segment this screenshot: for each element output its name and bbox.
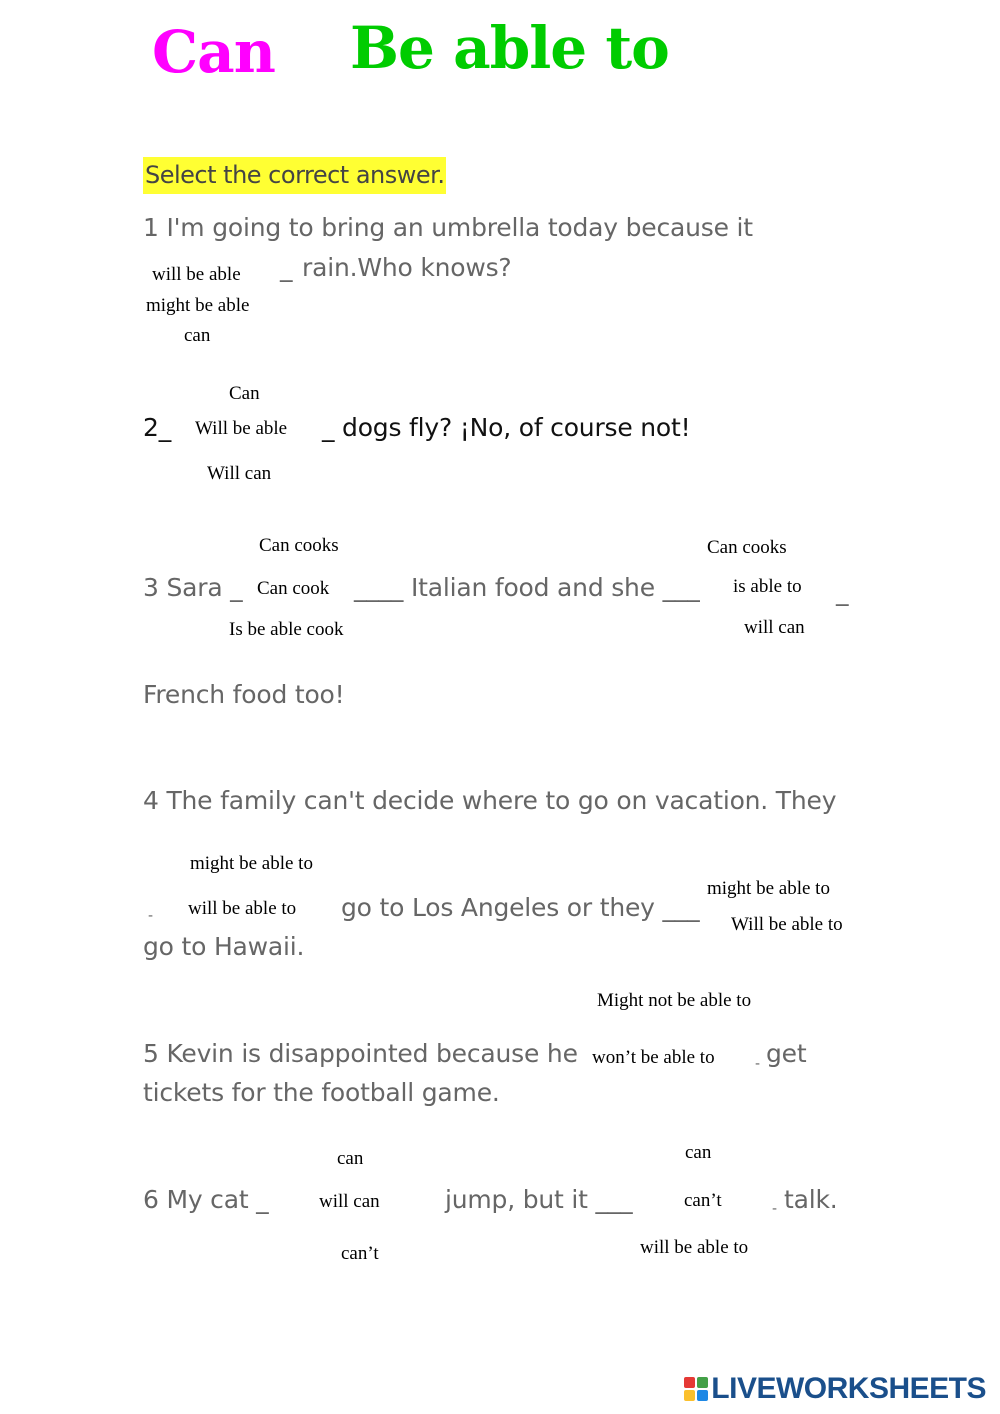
q4-line2: go to Hawaii. — [143, 932, 305, 961]
q1-line1: 1 I'm going to bring an umbrella today because it — [143, 213, 753, 242]
q5-line2: tickets for the football game. — [143, 1078, 500, 1107]
q6-middle: jump, but it ___ — [445, 1185, 633, 1214]
q4-option-b-will-be-able-to[interactable]: Will be able to — [731, 914, 843, 935]
q3-option-a-can-cooks[interactable]: Can cooks — [259, 535, 339, 556]
q5-option-wont-be-able-to[interactable]: won’t be able to — [592, 1047, 715, 1068]
q1-blank: _ — [280, 253, 293, 282]
q2-option-will-be-able[interactable]: Will be able — [195, 418, 288, 439]
q6-option-a-can[interactable]: can — [337, 1148, 364, 1169]
title-be-able-to: Be able to — [350, 14, 669, 82]
liveworksheets-logo-icon — [684, 1377, 708, 1401]
q4-lead: - — [148, 908, 154, 924]
q4-option-a-might-be-able-to[interactable]: might be able to — [190, 853, 313, 874]
q2-prefix: 2_ — [143, 413, 172, 442]
q6-option-a-will-can[interactable]: will can — [319, 1191, 380, 1212]
q4-line1: 4 The family can't decide where to go on vacation. They — [143, 786, 837, 815]
q2-option-will-can[interactable]: Will can — [207, 463, 272, 484]
q1-option-will-be-able[interactable]: will be able — [152, 264, 241, 285]
q6-suffix: talk. — [784, 1185, 838, 1214]
q4-option-a-will-be-able-to[interactable]: will be able to — [188, 898, 297, 919]
q2-option-can[interactable]: Can — [229, 383, 260, 404]
liveworksheets-logo[interactable] — [684, 1372, 986, 1406]
q5-tick: - — [755, 1056, 761, 1072]
title-can: Can — [152, 18, 275, 86]
q4-option-b-might-be-able-to[interactable]: might be able to — [707, 878, 830, 899]
q5-prefix: 5 Kevin is disappointed because he — [143, 1039, 578, 1068]
q3-option-b-is-able-to[interactable]: is able to — [733, 576, 802, 597]
q5-suffix: get — [766, 1039, 807, 1068]
q6-option-a-cant[interactable]: can’t — [341, 1243, 379, 1264]
q3-option-a-can-cook[interactable]: Can cook — [257, 578, 330, 599]
q3-option-a-is-be-able-cook[interactable]: Is be able cook — [229, 619, 344, 640]
q6-prefix: 6 My cat _ — [143, 1185, 269, 1214]
q6-option-b-cant[interactable]: can’t — [684, 1190, 722, 1211]
q6-option-b-can[interactable]: can — [685, 1142, 712, 1163]
q1-line2: rain.Who knows? — [302, 253, 512, 282]
q3-prefix: 3 Sara _ — [143, 573, 243, 602]
q5-option-might-not-be-able-to[interactable]: Might not be able to — [597, 990, 752, 1011]
q2-suffix: _ dogs fly? ¡No, of course not! — [322, 413, 691, 442]
q1-option-can[interactable]: can — [184, 325, 211, 346]
q3-option-b-will-can[interactable]: will can — [744, 617, 805, 638]
instruction: Select the correct answer. — [143, 157, 446, 194]
q6-option-b-will-be-able-to[interactable]: will be able to — [640, 1237, 749, 1258]
q3-option-b-can-cooks[interactable]: Can cooks — [707, 537, 787, 558]
q3-tail: _ — [836, 577, 849, 606]
logo-text: LIVEWORKSHEETS — [711, 1372, 986, 1405]
q4-middle: go to Los Angeles or they ___ — [341, 893, 700, 922]
q3-line2: French food too! — [143, 680, 345, 709]
q1-option-might-be-able[interactable]: might be able — [146, 295, 250, 316]
q3-middle: ____ Italian food and she ___ — [354, 573, 700, 602]
q6-tick: - — [772, 1201, 778, 1217]
